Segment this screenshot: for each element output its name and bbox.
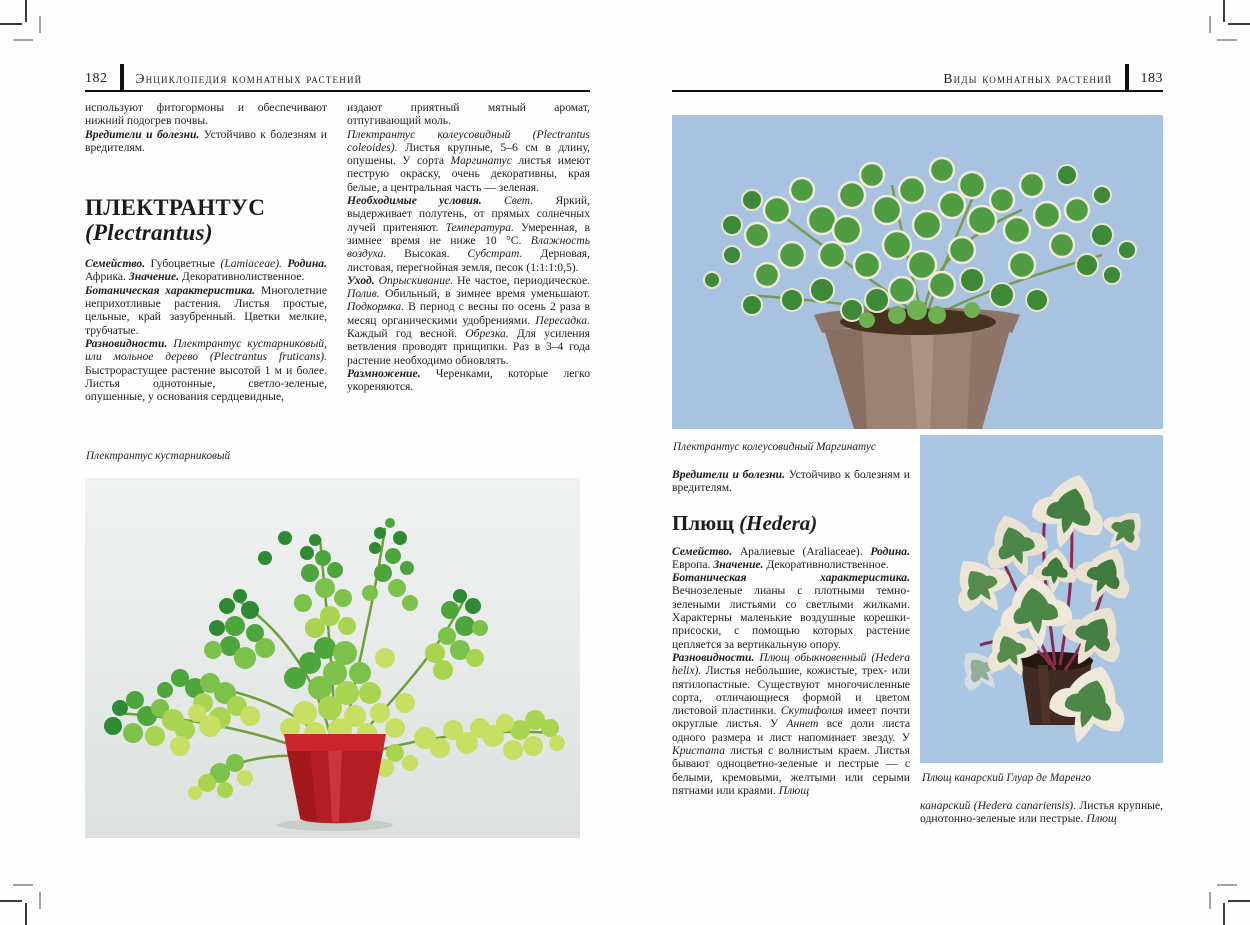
- para-family-hedera: Семейство. Аралиевые (Araliaceae). Родина. Европа. Значение. Декоративнолиственное.: [672, 544, 910, 571]
- article-heading-plectranthus: [85, 195, 327, 245]
- article-heading-hedera: [672, 511, 910, 535]
- crop-mark-bottom-left: [0, 865, 60, 925]
- header-rule: [672, 90, 1163, 92]
- photo-hedera-canariensis-gloire-de-marengo: [920, 435, 1163, 763]
- running-header-left: [85, 63, 590, 90]
- photo-plectranthus-fruticans: [85, 478, 580, 838]
- left-page-column-2: [347, 101, 590, 394]
- crop-mark-bottom-right: [1190, 865, 1250, 925]
- para-conditions: Необходимые условия. Свет. Яркий, выдерживает полутень, от прямых солнечных лучей притеняют. Температура. Умеренная, в зимнее время не ниже 10 °С. Влажность воздуха. Высокая. Субстрат. Дерновая, листовая, перегнойная земля, песок (1:1:1:0,5).: [347, 194, 591, 274]
- page-182: [85, 0, 590, 925]
- plant-illustration: [672, 115, 1163, 429]
- heading-russian: Плющ: [672, 510, 740, 535]
- header-rule: [85, 90, 590, 92]
- header-divider-bar: [120, 64, 124, 90]
- para-varieties-hedera: Разновидности. Плющ обыкновенный (Hedera helix). Листья небольшие, кожистые, трех- или пятилопастные. Существуют многочисленные сорта, отличающиеся формой и цветом листовой пластинки. Скутифолия имеет почти округлые листья. У Аннет все доли листа одного размера и лист напоминает звезду. У Кристата листья с волнистым краем. Листья бывают одноцветно-зеленые и пестрые — с белыми, кремовыми, желтыми или серыми пятнами или краями. Плющ: [672, 650, 910, 797]
- para-propagation: Размножение. Черенками, которые легко укореняются.: [347, 366, 591, 394]
- running-header-right: [672, 63, 1163, 90]
- photo-plectranthus-coleoides-marginatus: [672, 115, 1163, 429]
- para-botany-hedera: Ботаническая характеристика. Вечнозеленые лианы с плотными темно-зелеными листьями со светлыми жилками. Характерны маленькие воздушные корешки-присоски, с помощью которых растение цепляется за вертикальную опору.: [672, 571, 910, 651]
- para-pests: Вредители и болезни. Устойчиво к болезням и вредителям.: [85, 127, 327, 154]
- page-number: 182: [85, 71, 108, 86]
- heading-latin: (Hedera): [739, 510, 818, 535]
- heading-latin: (Plectrantus): [85, 220, 213, 246]
- running-title: Виды комнатных растений: [943, 71, 1113, 86]
- left-page-column-1: [85, 101, 327, 403]
- para-family: Семейство. Губоцветные (Lamiaceae). Родина. Африка. Значение. Декоративнолиственное.: [85, 257, 327, 284]
- para-botany: Ботаническая характеристика. Многолетние неприхотливые растения. Листья простые, цельные, край зазубренный. Цветки мелкие, трубчатые.: [85, 283, 327, 337]
- running-title: Энциклопедия комнатных растений: [135, 71, 363, 86]
- photo-caption-marginatus: Плектрантус колеусовидный Маргинатус: [673, 441, 876, 453]
- para-care: Уход. Опрыскивание. Не частое, периодическое. Полив. Обильный, в зимнее время уменьшают. Подкормка. В период с весны по осень 2 раза в месяц органическими удобрениями. Пересадка. Каждый год весной. Обрезка. Для усиления ветвления проводят прищипки. Раз в 3–4 года растение необходимо обновлять.: [347, 273, 591, 367]
- para-varieties: Разновидности. Плектрантус кустарниковый, или мольное дерево (Plectrantus fruticans). Быстрорастущее растение высотой 1 м и более. Листья однотонные, светло-зеленые, опушенные, у основания сердцевидные,: [85, 336, 328, 404]
- page-number: 183: [1140, 71, 1163, 86]
- para-coleoides: Плектрантус колеусовидный (Plectrantus coleoides). Листья крупные, 5–6 см в длину, опушены. У сорта Маргинатус листья имеют пеструю окраску, очень декоративны, края белые, а центральная часть — зеленая.: [347, 127, 591, 194]
- crop-mark-top-left: [0, 0, 60, 60]
- para-pests-plectranthus: Вредители и болезни. Устойчиво к болезням и вредителям.: [672, 468, 910, 495]
- heading-russian: ПЛЕКТРАНТУС: [85, 195, 266, 221]
- right-page-column-2: [920, 799, 1163, 826]
- red-pot: [284, 734, 386, 823]
- para-canariensis: канарский (Hedera canariensis). Листья крупные, однотонно-зеленые или пестрые. Плющ: [920, 799, 1163, 826]
- page-183: [672, 0, 1163, 925]
- right-page-column-1: [672, 468, 910, 797]
- para-aroma: издают приятный мятный аромат, отпугивающий моль.: [347, 101, 590, 128]
- crop-mark-top-right: [1190, 0, 1250, 60]
- header-divider-bar: [1125, 64, 1129, 90]
- photo-caption-gloire-de-marengo: Плющ канарский Глуар де Маренго: [922, 772, 1092, 784]
- plant-illustration: [85, 478, 580, 838]
- photo-caption-plectranthus-fruticans: Плектрантус кустарниковый: [86, 450, 231, 462]
- plant-illustration: [920, 435, 1163, 763]
- para-propagation-end: используют фитогормоны и обеспечивают нижний подогрев почвы.: [85, 101, 327, 128]
